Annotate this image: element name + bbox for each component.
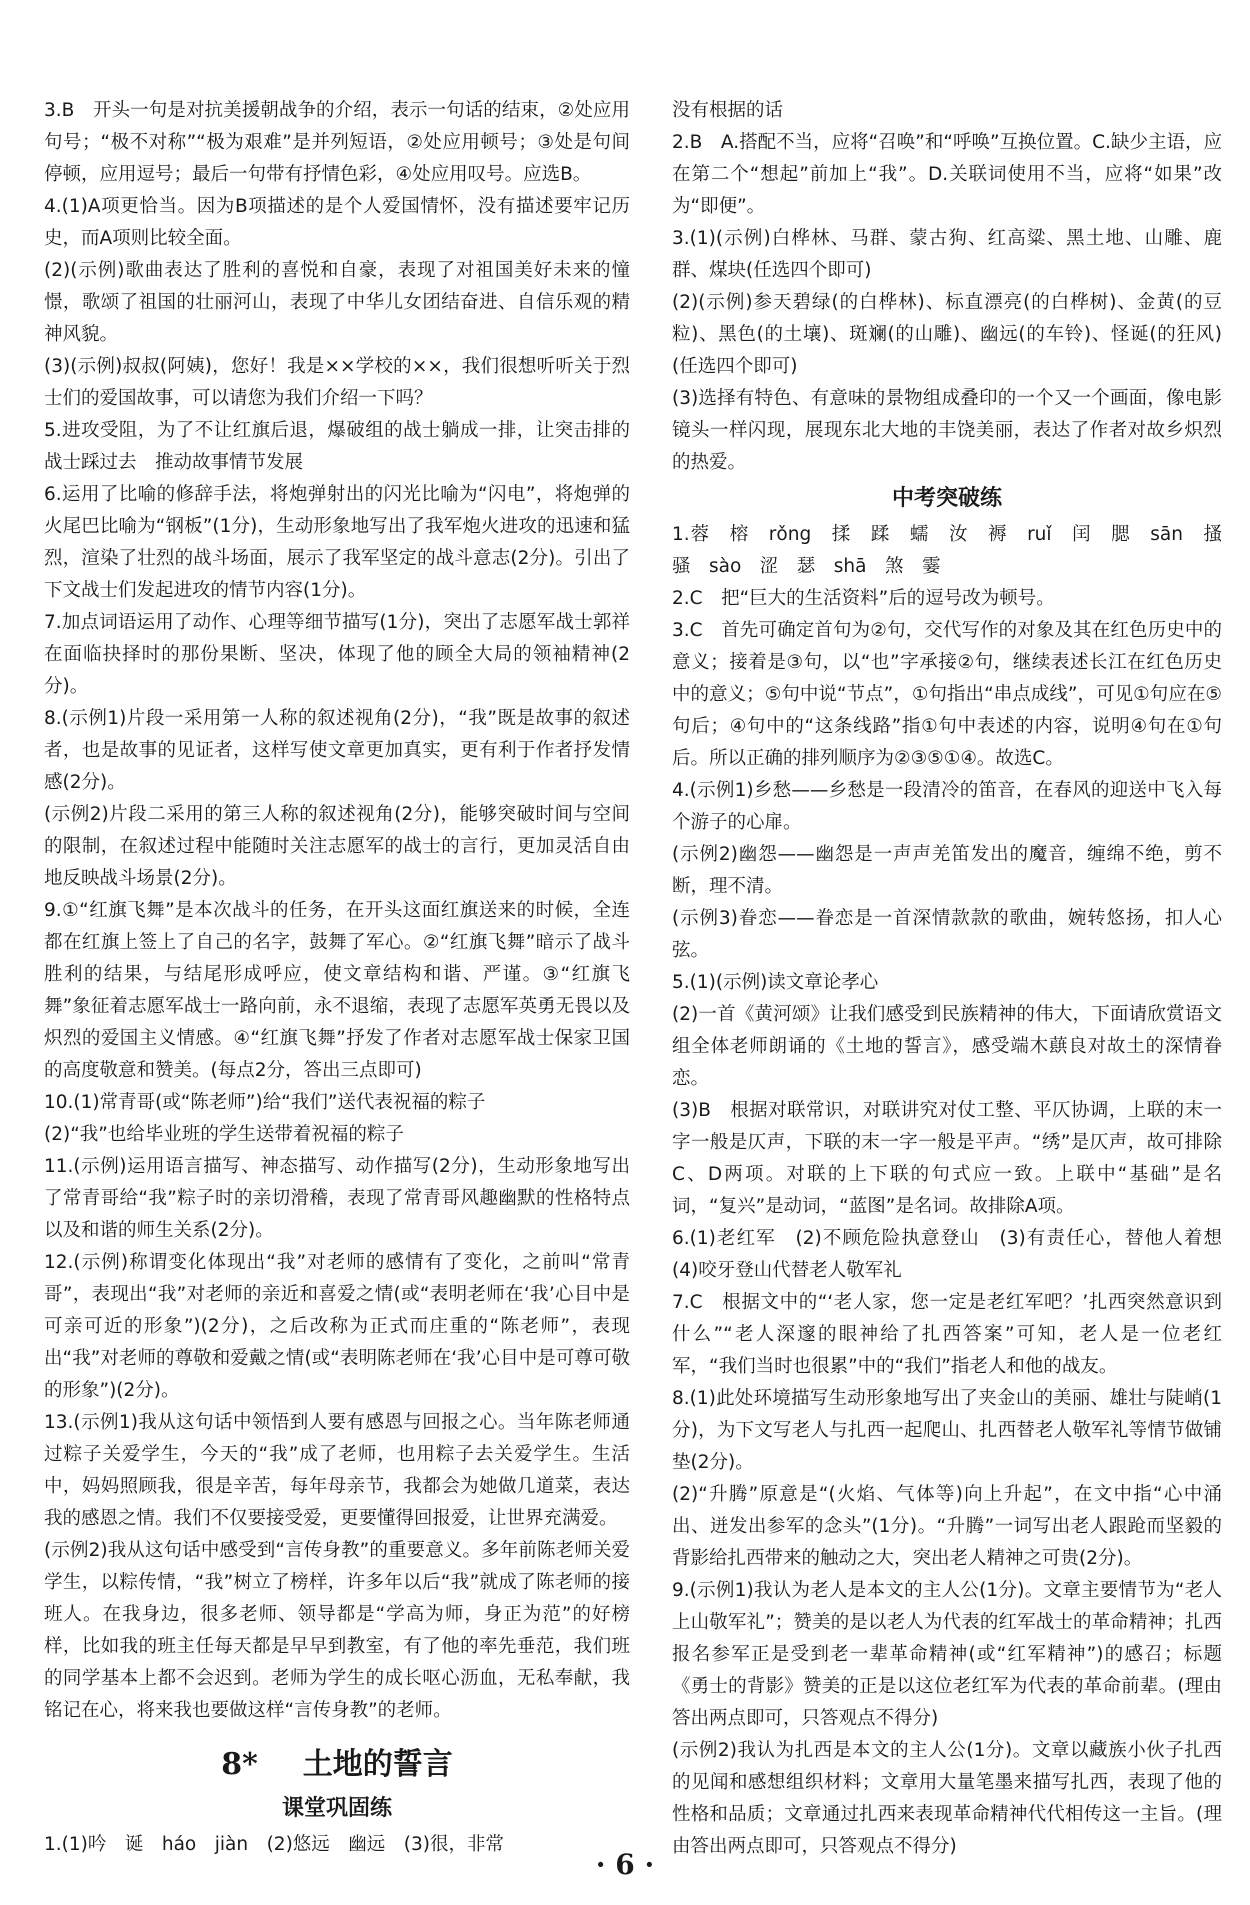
exam-answer-4-1: 4.(示例1)乡愁——乡愁是一段清冷的笛音，在春风的迎送中飞入每个游子的心扉。 xyxy=(672,780,1222,833)
answer-13-1: 13.(示例1)我从这句话中领悟到人要有感恩与回报之心。当年陈老师通过粽子关爱学生，今天的“我”成了老师，也用粽子去关爱学生。生活中，妈妈照顾我，很是辛苦，每年母亲节，我都会为她做几道菜，表达我的感恩之情。我们不仅要接受爱，更要懂得回报爱，让世界充满爱。 xyxy=(44,1412,630,1529)
answer-6: 6.运用了比喻的修辞手法，将炮弹射出的闪光比喻为“闪电”，将炮弹的火尾巴比喻为“钢板”(1分)，生动形象地写出了我军炮火进攻的迅速和猛烈，渲染了壮烈的战斗场面，展示了我军坚定的战斗意志(2分)。引出了下文战士们发起进攻的情节内容(1分)。 xyxy=(44,484,630,601)
exam-answer-3: 3.C 首先可确定首句为②句，交代写作的对象及其在红色历史中的意义；接着是③句，以“也”字承接②句，继续表述长江在红色历史中的意义；⑤句中说“节点”，①句指出“串点成线”，可见①句应在⑤句后；④句中的“这条线路”指①句中表述的内容，说明④句在①句后。所以正确的排列顺序为②③⑤①④。故选C。 xyxy=(672,620,1222,769)
answer-3-1: 3.(1)(示例)白桦林、马群、蒙古狗、红高粱、黑土地、山雕、鹿群、煤块(任选四个即可) xyxy=(672,228,1222,281)
exam-answer-7: 7.C 根据文中的“‘老人家，您一定是老红军吧？’扎西突然意识到什么”“老人深邃的眼神给了扎西答案”可知，老人是一位老红军，“我们当时也很累”中的“我们”指老人和他的战友。 xyxy=(672,1292,1222,1377)
exam-answer-5-2: (2)一首《黄河颂》让我们感受到民族精神的伟大，下面请欣赏语文组全体老师朗诵的《土地的誓言》，感受端木蕻良对故土的深情眷恋。 xyxy=(672,1004,1222,1089)
exam-answer-9-1: 9.(示例1)我认为老人是本文的主人公(1分)。文章主要情节为“老人上山敬军礼”；赞美的是以老人为代表的红军战士的革命精神；扎西报名参军正是受到老一辈革命精神(或“红军精神”)的感召；标题《勇士的背影》赞美的正是以这位老红军为代表的革命前辈。(理由答出两点即可，只答观点不得分) xyxy=(672,1580,1222,1729)
answer-11: 11.(示例)运用语言描写、神态描写、动作描写(2分)，生动形象地写出了常青哥给“我”粽子时的亲切滑稽，表现了常青哥风趣幽默的性格特点以及和谐的师生关系(2分)。 xyxy=(44,1156,630,1241)
exam-answer-1: 1.蓉 榕 rǒng 揉 蹂 蠕 汝 褥 ruǐ 闰 腮 sān 搔 骚 sào 涩 瑟 shā 煞 霎 xyxy=(672,524,1241,577)
exam-answer-4-2: (示例2)幽怨——幽怨是一声声羌笛发出的魔音，缠绵不绝，剪不断，理不清。 xyxy=(672,844,1222,897)
answer-5: 5.进攻受阻，为了不让红旗后退，爆破组的战士躺成一排，让突击排的战士踩过去 推动故事情节发展 xyxy=(44,420,630,473)
answer-8-1: 8.(示例1)片段一采用第一人称的叙述视角(2分)，“我”既是故事的叙述者，也是故事的见证者，这样写使文章更加真实，更有利于作者抒发情感(2分)。 xyxy=(44,708,630,793)
exam-answer-8-2: (2)“升腾”原意是“(火焰、气体等)向上升起”，在文中指“心中涌出、迸发出参军的念头”(1分)。“升腾”一词写出老人跟跄而坚毅的背影给扎西带来的触动之大，突出老人精神之可贵(2分)。 xyxy=(672,1484,1222,1569)
exam-answer-8-1: 8.(1)此处环境描写生动形象地写出了夹金山的美丽、雄壮与陡峭(1分)，为下文写老人与扎西一起爬山、扎西替老人敬军礼等情节做铺垫(2分)。 xyxy=(672,1388,1222,1473)
answer-3: 3.B 开头一句是对抗美援朝战争的介绍，表示一句话的结束，②处应用句号；“极不对称”“极为艰难”是并列短语，②处应用顿号；③处是句间停顿，应用逗号；最后一句带有抒情色彩，④处应用叹号。应选B。 xyxy=(44,100,630,185)
chapter-title: 土地的誓言 xyxy=(302,1747,453,1782)
answer-4-2: (2)(示例)歌曲表达了胜利的喜悦和自豪，表现了对祖国美好未来的憧憬，歌颂了祖国的壮丽河山，表现了中华儿女团结奋进、自信乐观的精神风貌。 xyxy=(44,260,630,345)
right-column xyxy=(672,95,1241,1863)
exam-answer-9-2: (示例2)我认为扎西是本文的主人公(1分)。文章以藏族小伙子扎西的见闻和感想组织材料；文章用大量笔墨来描写扎西，表现了他的性格和品质；文章通过扎西来表现革命精神代代相传这一主旨。(理由答出两点即可，只答观点不得分) xyxy=(672,1740,1222,1857)
answer-7: 7.加点词语运用了动作、心理等细节描写(1分)，突出了志愿军战士郭祥在面临抉择时的那份果断、坚决，体现了他的顾全大局的领袖精神(2分)。 xyxy=(44,612,630,697)
answer-9: 9.①“红旗飞舞”是本次战斗的任务，在开头这面红旗送来的时候，全连都在红旗上签上了自己的名字，鼓舞了军心。②“红旗飞舞”暗示了战斗胜利的结果，与结尾形成呼应，使文章结构和谐、严谨。③“红旗飞舞”象征着志愿军战士一路向前，永不退缩，表现了志愿军英勇无畏以及炽烈的爱国主义情感。④“红旗飞舞”抒发了作者对志愿军战士保家卫国的高度敬意和赞美。(每点2分，答出三点即可) xyxy=(44,900,630,1081)
section-heading-classroom: 课堂巩固练 xyxy=(281,1796,392,1821)
answer-3-2: (2)(示例)参天碧绿(的白桦林)、标直漂亮(的白桦树)、金黄(的豆粒)、黑色(的土壤)、斑斓(的山雕)、幽远(的车铃)、怪诞(的狂风)(任选四个即可) xyxy=(672,292,1222,377)
section-heading-exam: 中考突破练 xyxy=(891,486,1002,511)
answer-1-continued: 没有根据的话 xyxy=(672,100,784,121)
page-number: · 6 · xyxy=(595,1848,655,1881)
answer-4-3: (3)(示例)叔叔(阿姨)，您好！我是××学校的××，我们很想听听关于烈士们的爱国故事，可以请您为我们介绍一下吗？ xyxy=(44,356,630,409)
answer-1-chapter8: 1.(1)吟 诞 háo jiàn (2)悠远 幽远 (3)很，非常 xyxy=(44,1834,504,1855)
exam-answer-5-3: (3)B 根据对联常识，对联讲究对仗工整、平仄协调，上联的末一字一般是仄声，下联的末一字一般是平声。“绣”是仄声，故可排除C、D两项。对联的上下联的句式应一致。上联中“基础”是名词，“复兴”是动词，“蓝图”是名词。故排除A项。 xyxy=(672,1100,1222,1217)
answer-13-2: (示例2)我从这句话中感受到“言传身教”的重要意义。多年前陈老师关爱学生，以粽传情，“我”树立了榜样，许多年以后“我”就成了陈老师的接班人。在我身边，很多老师、领导都是“学高为师，身正为范”的好榜样，比如我的班主任每天都是早早到教室，有了他的率先垂范，我们班的同学基本上都不会迟到。老师为学生的成长呕心沥血，无私奉献，我铭记在心，将来我也要做这样“言传身教”的老师。 xyxy=(44,1540,630,1721)
answer-10-2: (2)“我”也给毕业班的学生送带着祝福的粽子 xyxy=(44,1124,404,1145)
answer-12: 12.(示例)称谓变化体现出“我”对老师的感情有了变化，之前叫“常青哥”，表现出“我”对老师的亲近和喜爱之情(或“表明老师在‘我’心目中是可亲可近的形象”)(2分)，之后改称为正式而庄重的“陈老师”，表现出“我”对老师的尊敬和爱戴之情(或“表明陈老师在‘我’心目中是可尊可敬的形象”)(2分)。 xyxy=(44,1252,630,1401)
answer-4-1: 4.(1)A项更恰当。因为B项描述的是个人爱国情怀，没有描述要牢记历史，而A项则比较全面。 xyxy=(44,196,630,249)
left-column xyxy=(44,95,630,1861)
answer-8-2: (示例2)片段二采用的第三人称的叙述视角(2分)，能够突破时间与空间的限制，在叙述过程中能随时关注志愿军的战士的言行，更加灵活自由地反映战斗场景(2分)。 xyxy=(44,804,630,889)
answer-2: 2.B A.搭配不当，应将“召唤”和“呼唤”互换位置。C.缺少主语，应在第二个“想起”前加上“我”。D.关联词使用不当，应将“如果”改为“即便”。 xyxy=(672,132,1222,217)
answer-10-1: 10.(1)常青哥(或“陈老师”)给“我们”送代表祝福的粽子 xyxy=(44,1092,486,1113)
answer-3-3: (3)选择有特色、有意味的景物组成叠印的一个又一个画面，像电影镜头一样闪现，展现东北大地的丰饶美丽，表达了作者对故乡炽烈的热爱。 xyxy=(672,388,1222,473)
exam-answer-2: 2.C 把“巨大的生活资料”后的逗号改为顿号。 xyxy=(672,588,1055,609)
exam-answer-6: 6.(1)老红军 (2)不顾危险执意登山 (3)有责任心，替他人着想 (4)咬牙登山代替老人敬军礼 xyxy=(672,1228,1241,1281)
chapter-heading xyxy=(44,1741,630,1789)
chapter-number: 8* xyxy=(221,1747,258,1782)
exam-answer-5-1: 5.(1)(示例)读文章论孝心 xyxy=(672,972,879,993)
exam-answer-4-3: (示例3)眷恋——眷恋是一首深情款款的歌曲，婉转悠扬，扣人心弦。 xyxy=(672,908,1222,961)
